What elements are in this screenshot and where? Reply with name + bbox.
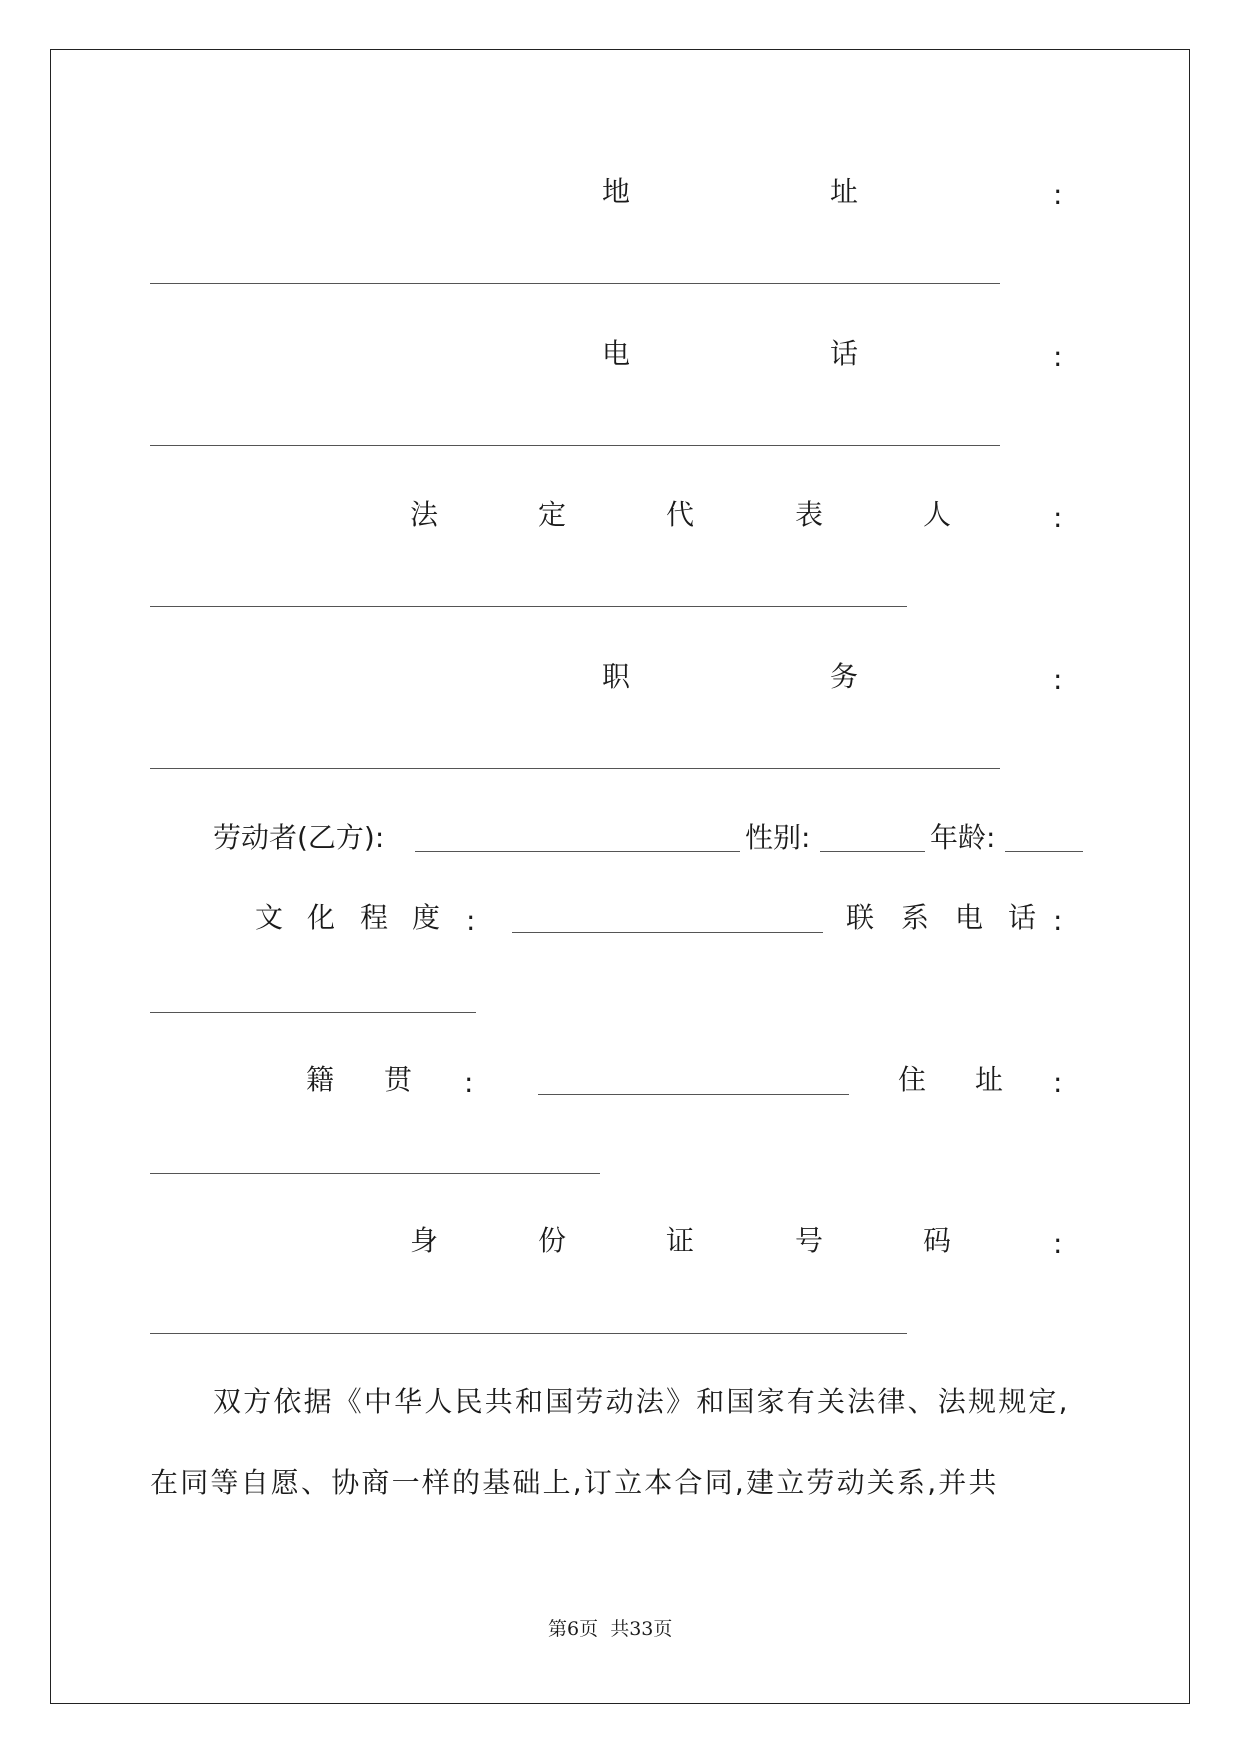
address-label-char-1: 地 [602, 175, 631, 208]
age-label: 年龄: [930, 821, 996, 854]
footer-suffix: 页 [653, 1618, 673, 1640]
contact-phone-blank-line[interactable] [150, 1012, 476, 1013]
legal-rep-label-char-2: 定 [538, 498, 567, 531]
phone-colon: : [1053, 340, 1063, 373]
residence-blank-line[interactable] [150, 1173, 600, 1174]
contact-phone-label-char-4: 话 [1008, 901, 1037, 934]
gender-label: 性别: [745, 821, 811, 854]
worker-label: 劳动者(乙方): [213, 821, 385, 854]
legal-rep-label-char-1: 法 [410, 498, 439, 531]
position-label-char-1: 职 [602, 660, 631, 693]
residence-label-char-2: 址 [975, 1063, 1004, 1096]
native-place-colon: : [464, 1066, 474, 1099]
education-label-char-2: 化 [307, 901, 336, 934]
contact-phone-label-char-3: 电 [955, 901, 984, 934]
position-colon: : [1053, 663, 1063, 696]
native-place-label-char-1: 籍 [306, 1063, 335, 1096]
address-label-char-2: 址 [830, 175, 859, 208]
gender-blank-line[interactable] [820, 851, 925, 852]
id-number-label-char-3: 证 [666, 1224, 695, 1257]
education-label-char-3: 程 [360, 901, 389, 934]
legal-rep-label-char-3: 代 [666, 498, 695, 531]
id-number-blank-line[interactable] [150, 1333, 907, 1334]
id-number-label-char-2: 份 [538, 1224, 567, 1257]
native-place-label-char-2: 贯 [384, 1063, 413, 1096]
address-colon: : [1053, 178, 1063, 211]
contact-phone-colon: : [1053, 904, 1063, 937]
footer-prefix: 第 [548, 1618, 568, 1640]
legal-rep-blank-line[interactable] [150, 606, 907, 607]
education-label-char-1: 文 [255, 901, 284, 934]
footer-total-pages: 33 [629, 1618, 654, 1640]
id-number-colon: : [1053, 1227, 1063, 1260]
residence-label-char-1: 住 [898, 1063, 927, 1096]
phone-blank-line[interactable] [150, 445, 1000, 446]
page-footer [548, 1617, 672, 1641]
legal-rep-colon: : [1053, 501, 1063, 534]
id-number-label-char-5: 码 [923, 1224, 952, 1257]
footer-current-page: 6 [567, 1618, 580, 1640]
position-blank-line[interactable] [150, 768, 1000, 769]
contact-phone-label-char-1: 联 [846, 901, 875, 934]
contact-phone-label-char-2: 系 [901, 901, 930, 934]
paragraph-line-2: 在同等自愿、协商一样的基础上,订立本合同,建立劳动关系,并共 [150, 1466, 999, 1499]
education-label-char-4: 度 [412, 901, 441, 934]
position-label-char-2: 务 [830, 660, 859, 693]
phone-label-char-2: 话 [830, 337, 859, 370]
footer-mid: 页 共 [579, 1618, 630, 1640]
worker-name-blank-line[interactable] [415, 851, 740, 852]
native-place-blank-line[interactable] [538, 1094, 849, 1095]
residence-colon: : [1053, 1066, 1063, 1099]
education-colon: : [466, 904, 476, 937]
paragraph-line-1: 双方依据《中华人民共和国劳动法》和国家有关法律、法规规定, [213, 1385, 1070, 1418]
page-border [50, 49, 1190, 1704]
phone-label-char-1: 电 [602, 337, 631, 370]
legal-rep-label-char-4: 表 [795, 498, 824, 531]
id-number-label-char-4: 号 [795, 1224, 824, 1257]
address-blank-line[interactable] [150, 283, 1000, 284]
age-blank-line[interactable] [1005, 851, 1083, 852]
education-blank-line[interactable] [512, 932, 823, 933]
legal-rep-label-char-5: 人 [923, 498, 952, 531]
id-number-label-char-1: 身 [410, 1224, 439, 1257]
